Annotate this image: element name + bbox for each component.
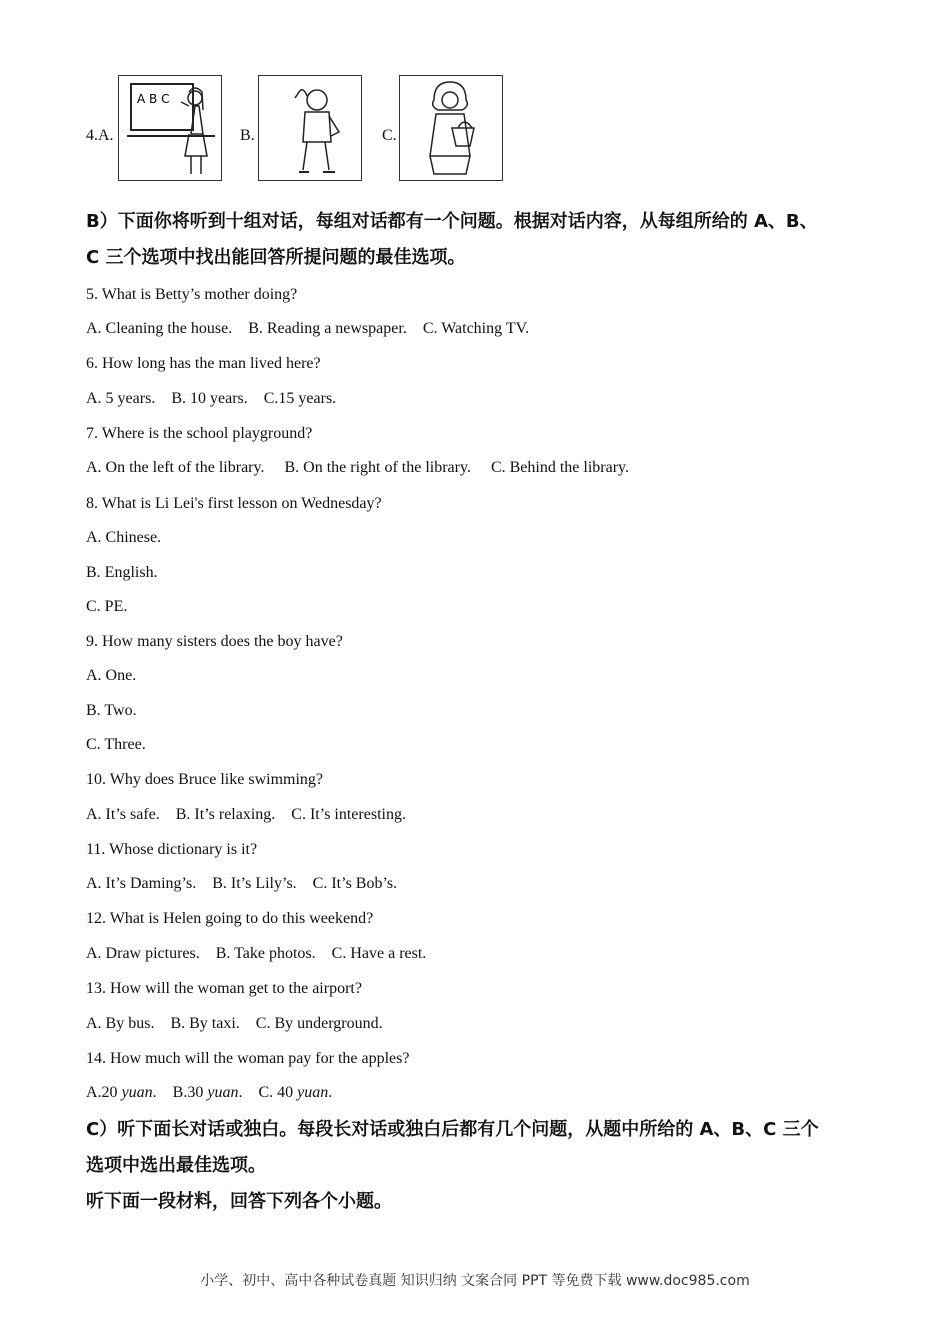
question-8-option-b: B. English. <box>86 564 158 581</box>
teacher-icon <box>119 76 221 180</box>
question-7: 7. Where is the school playground? <box>86 425 313 442</box>
question-9-option-c: C. Three. <box>86 736 146 753</box>
section-c-heading-line3: 听下面一段材料，回答下列各个小题。 <box>86 1191 392 1212</box>
question-8: 8. What is Li Lei's first lesson on Wednesday? <box>86 495 382 512</box>
q14-end: . <box>328 1084 333 1101</box>
question-14-options <box>86 1083 332 1103</box>
q14-unit-a: yuan <box>121 1084 153 1101</box>
q4-option-c-label: C. <box>382 127 397 144</box>
question-5-options: A. Cleaning the house. B. Reading a newspaper. C. Watching TV. <box>86 320 530 337</box>
q14-unit-c: yuan <box>297 1084 329 1101</box>
q14-option-b: . B.30 <box>152 1084 208 1101</box>
question-12: 12. What is Helen going to do this weekend? <box>86 910 374 927</box>
q4-option-b-label: B. <box>240 127 255 144</box>
woman-icon <box>400 76 502 180</box>
question-8-option-a: A. Chinese. <box>86 529 162 546</box>
question-7-options: A. On the left of the library. B. On the right of the library. C. Behind the library. <box>86 459 629 476</box>
section-b-heading-line2: C 三个选项中找出能回答所提问题的最佳选项。 <box>86 247 466 268</box>
man-icon <box>259 76 361 180</box>
question-12-options: A. Draw pictures. B. Take photos. C. Have a rest. <box>86 945 427 962</box>
woman-with-basket-image <box>399 75 503 181</box>
q14-option-a: A.20 <box>86 1084 122 1101</box>
question-13: 13. How will the woman get to the airport? <box>86 980 362 997</box>
page-footer: 小学、初中、高中各种试卷真题 知识归纳 文案合同 PPT 等免费下载 www.doc985.com <box>200 1273 750 1289</box>
question-11-options: A. It’s Daming’s. B. It’s Lily’s. C. It’s Bob’s. <box>86 875 398 892</box>
section-c-heading-line2: 选项中选出最佳选项。 <box>86 1155 266 1176</box>
question-11: 11. Whose dictionary is it? <box>86 841 258 858</box>
question-5: 5. What is Betty’s mother doing? <box>86 286 298 303</box>
question-6-options: A. 5 years. B. 10 years. C.15 years. <box>86 390 337 407</box>
question-8-option-c: C. PE. <box>86 598 128 615</box>
q14-unit-b: yuan <box>207 1084 239 1101</box>
q14-option-c: . C. 40 <box>238 1084 298 1101</box>
question-6: 6. How long has the man lived here? <box>86 355 321 372</box>
man-with-backache-image <box>258 75 362 181</box>
question-10-options: A. It’s safe. B. It’s relaxing. C. It’s interesting. <box>86 806 406 823</box>
question-9-option-a: A. One. <box>86 667 137 684</box>
board-text: A B C <box>137 92 170 106</box>
section-c-heading-line1: C）听下面长对话或独白。每段长对话或独白后都有几个问题，从题中所给的 A、B、C 三个 <box>86 1119 819 1140</box>
question-13-options: A. By bus. B. By taxi. C. By underground. <box>86 1015 383 1032</box>
question-10: 10. Why does Bruce like swimming? <box>86 771 323 788</box>
question-9: 9. How many sisters does the boy have? <box>86 633 343 650</box>
question-9-option-b: B. Two. <box>86 702 137 719</box>
section-b-heading-line1: B）下面你将听到十组对话，每组对话都有一个问题。根据对话内容，从每组所给的 A、B、 <box>86 211 818 232</box>
teacher-at-blackboard-image <box>118 75 222 181</box>
q4-option-a-label: 4.A. <box>86 127 114 144</box>
question-14: 14. How much will the woman pay for the apples? <box>86 1050 410 1067</box>
